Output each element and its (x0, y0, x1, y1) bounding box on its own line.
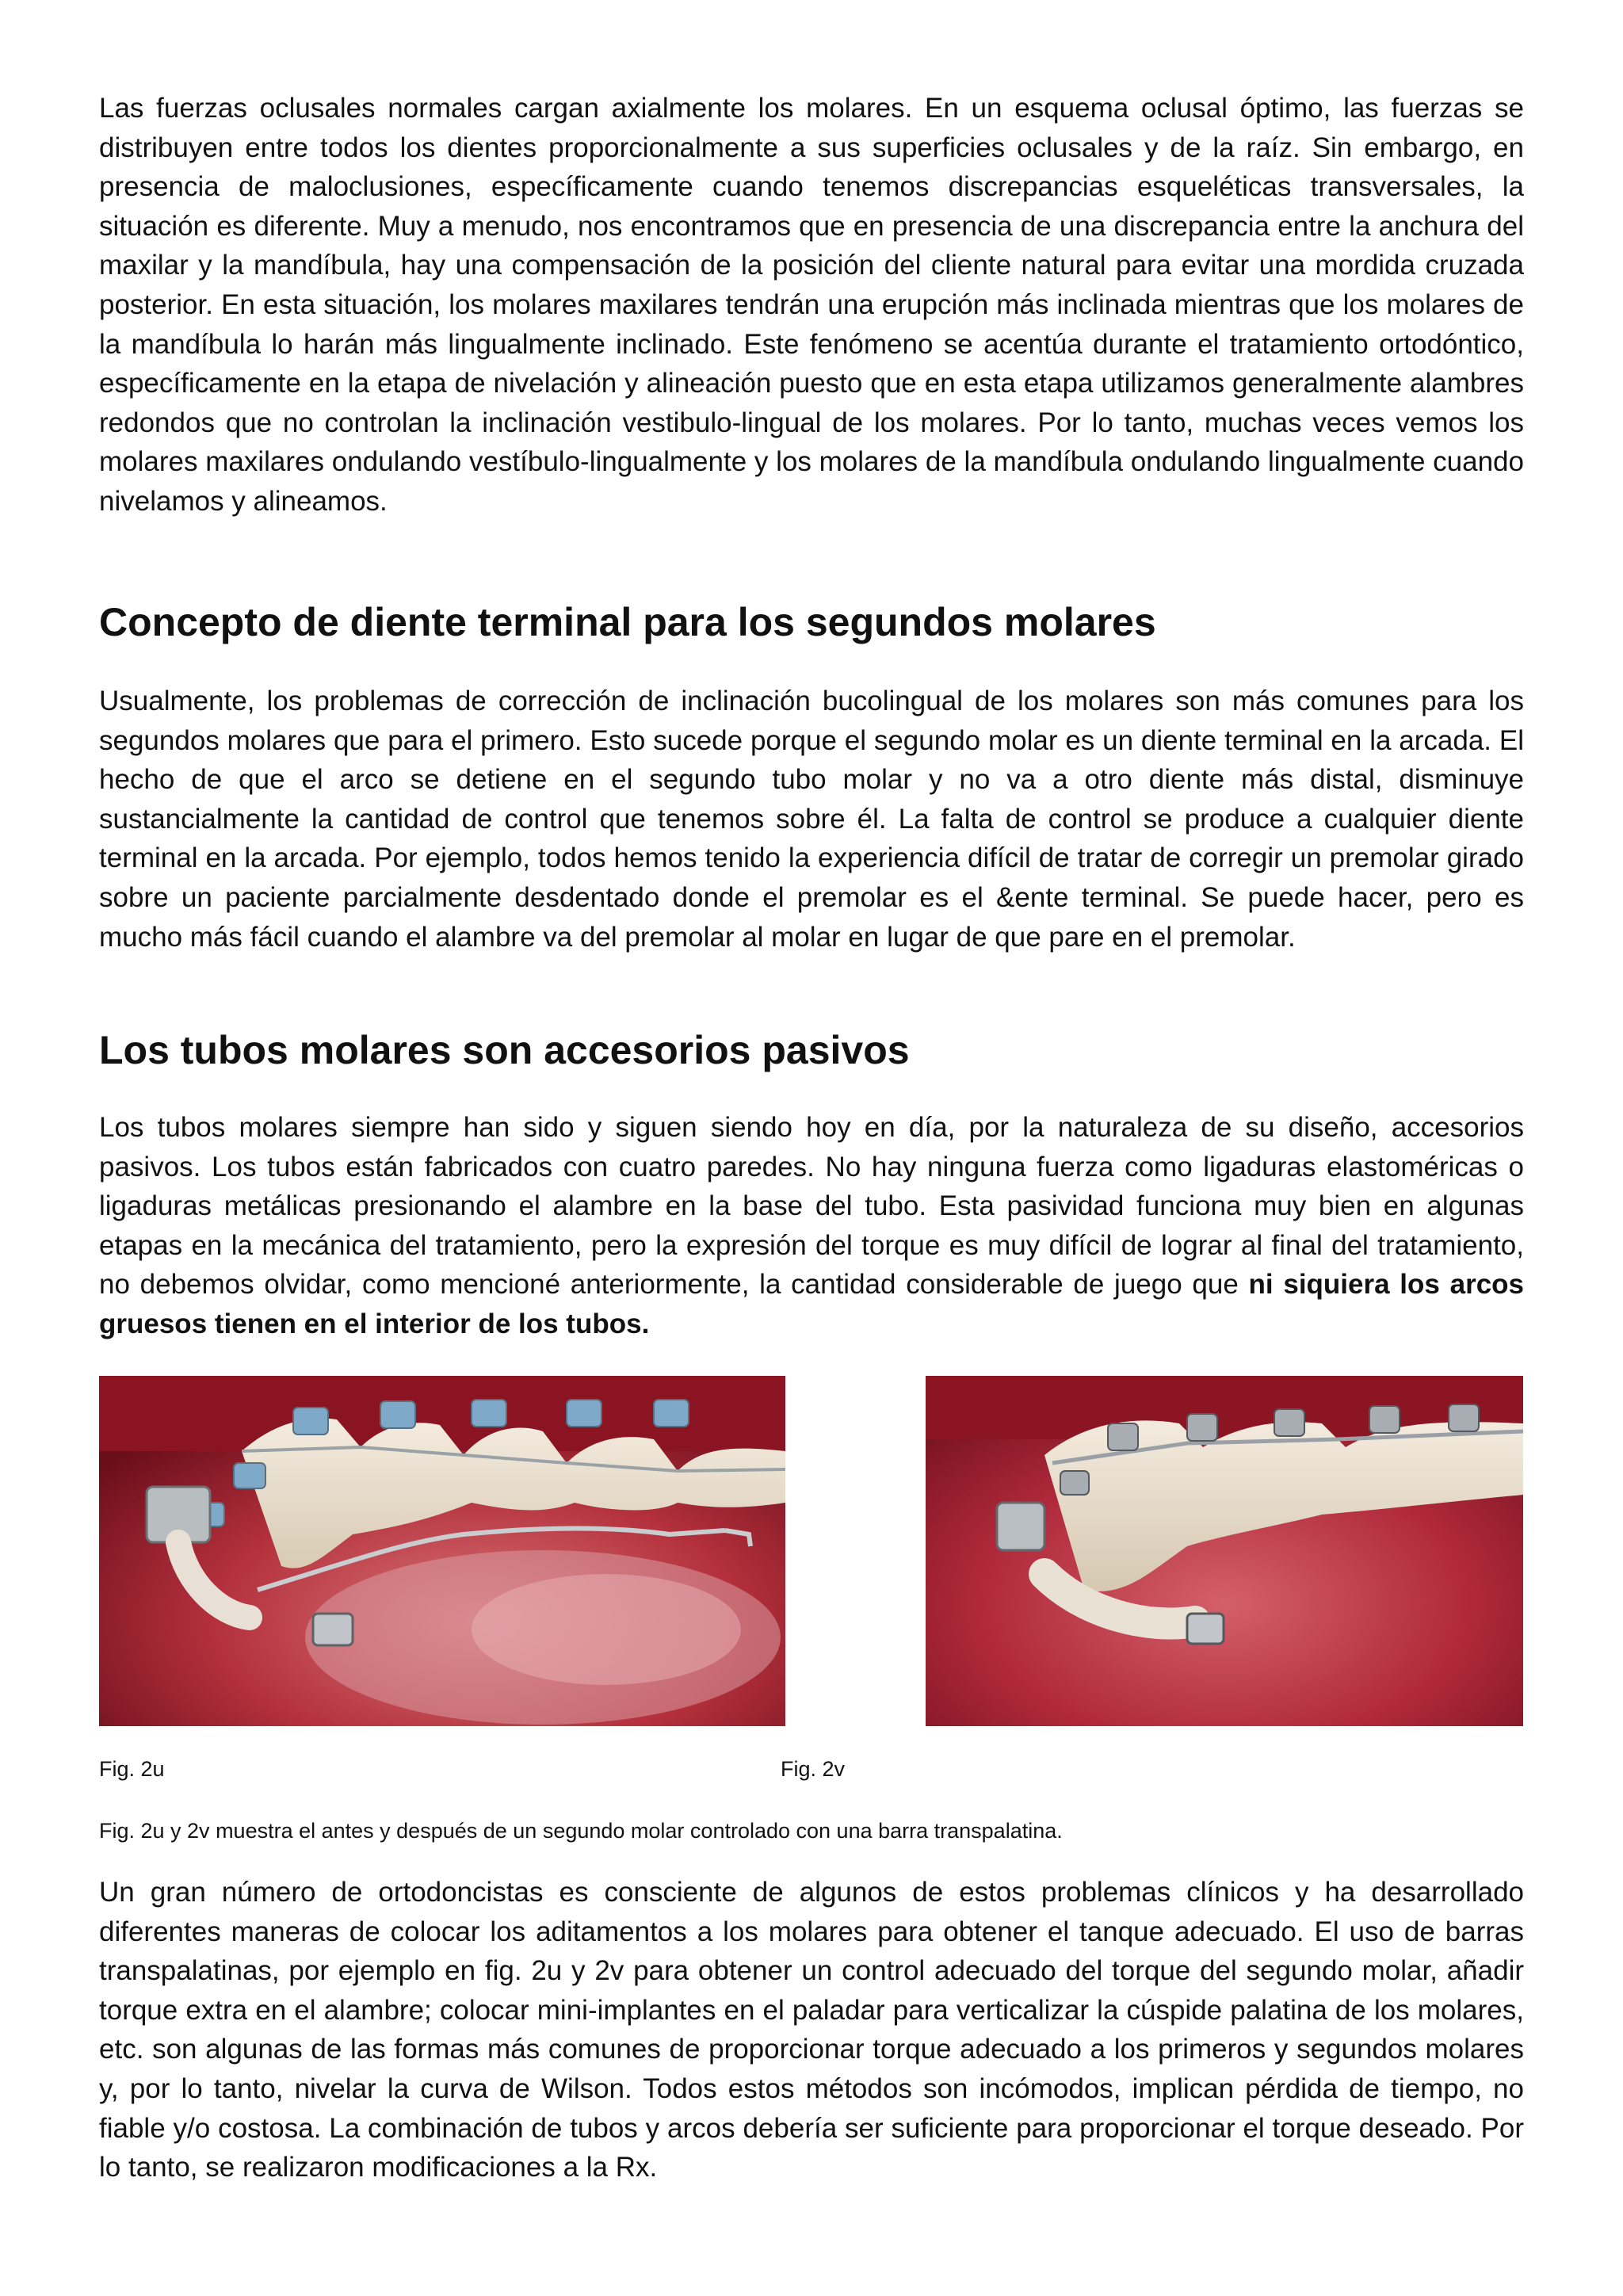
paragraph-orthodontists: Un gran número de ortodoncistas es consciente de algunos de estos problemas clínicos y ha desarrollado diferentes maneras de colocar los aditamentos a los molares para obtener el tanque adecuado. El uso de barras transpalatinas, por ejemplo en fig. 2u y 2v para obtener un control adecuado del torque del segundo molar, añadir torque extra en el alambre; colocar mini-implantes en el paladar para verticalizar la cúspide palatina de los molares, etc. son algunas de las formas más comunes de proporcionar torque adecuado a los primeros y segundos molares y, por lo tanto, nivelar la curva de Wilson. Todos estos métodos son incómodos, implican pérdida de tiempo, no fiable y/o costosa. La combinación de tubos y arcos debería ser suficiente para proporcionar el torque deseado. Por lo tanto, se realizaron modificaciones a la Rx. (99, 1877, 1524, 2183)
paragraph-passive-tubes-bold: ni siquiera los arcos gruesos tienen en el interior de los tubos. (99, 1269, 1524, 1339)
paragraph-passive-tubes-text: Los tubos molares siempre han sido y siguen siendo hoy en día, por la naturaleza de su diseño, accesorios pasivos. Los tubos están fabricados con cuatro paredes. No hay ninguna fuerza como ligaduras elastoméricas o ligaduras metálicas presionando el alambre en la base del tubo. Esta pasividad funciona muy bien en algunas etapas en la mecánica del tratamiento, pero la expresión del torque es muy difícil de lograr al final del tratamiento, no debemos olvidar, como mencioné anteriormente, la cantidad considerable de juego que (99, 1112, 1524, 1301)
heading-passive-tubes: Los tubos molares son accesorios pasivos (99, 1028, 910, 1072)
photo-fig-2v (926, 1376, 1523, 1726)
paragraph-terminal-tooth: Usualmente, los problemas de corrección de inclinación bucolingual de los molares son más comunes para los segundos molares que para el primero. Esto sucede porque el segundo molar es un diente terminal en la arcada. El hecho de que el arco se detiene en el segundo tubo molar y no va a otro diente más distal, disminuye sustancialmente la cantidad de control que tenemos sobre él. La falta de control se produce a cualquier diente terminal en la arcada. Por ejemplo, todos hemos tenido la experiencia difícil de tratar de corregir un premolar girado sobre un paciente parcialmente desdentado donde el premolar es el &ente terminal. Se puede hacer, pero es mucho más fácil cuando el alambre va del premolar al molar en lugar de que pare en el premolar. (99, 686, 1524, 953)
paragraph-occlusal-forces: Las fuerzas oclusales normales cargan axialmente los molares. En un esquema oclusal óptimo, las fuerzas se distribuyen entre todos los dientes proporcionalmente a sus superficies oclusales y de la raíz. Sin embargo, en presencia de maloclusiones, específicamente cuando tenemos discrepancias esqueléticas transversales, la situación es diferente. Muy a menudo, nos encontramos que en presencia de una discrepancia entre la anchura del maxilar y la mandíbula, hay una compensación de la posición del cliente natural para evitar una mordida cruzada posterior. En esta situación, los molares maxilares tendrán una erupción más inclinada mientras que los molares de la mandíbula lo harán más lingualmente inclinado. Este fenómeno se acentúa durante el tratamiento ortodóntico, específicamente en la etapa de nivelación y alineación puesto que en esta etapa utilizamos generalmente alambres redondos que no controlan la inclinación vestibulo-lingual de los molares. Por lo tanto, muchas veces vemos los molares maxilares ondulando vestíbulo-lingualmente y los molares de la mandíbula ondulando lingualmente cuando nivelamos y alineamos. (99, 93, 1524, 517)
figure-label-2u: Fig. 2u (99, 1757, 165, 1781)
heading-terminal-tooth: Concepto de diente terminal para los segundos molares (99, 600, 1156, 644)
figure-label-2v: Fig. 2v (781, 1757, 846, 1781)
photo-fig-2u (99, 1376, 785, 1726)
paragraph-passive-tubes (99, 1108, 1524, 1344)
figure-caption: Fig. 2u y 2v muestra el antes y después de un segundo molar controlado con una barra transpalatina. (99, 1819, 1063, 1843)
